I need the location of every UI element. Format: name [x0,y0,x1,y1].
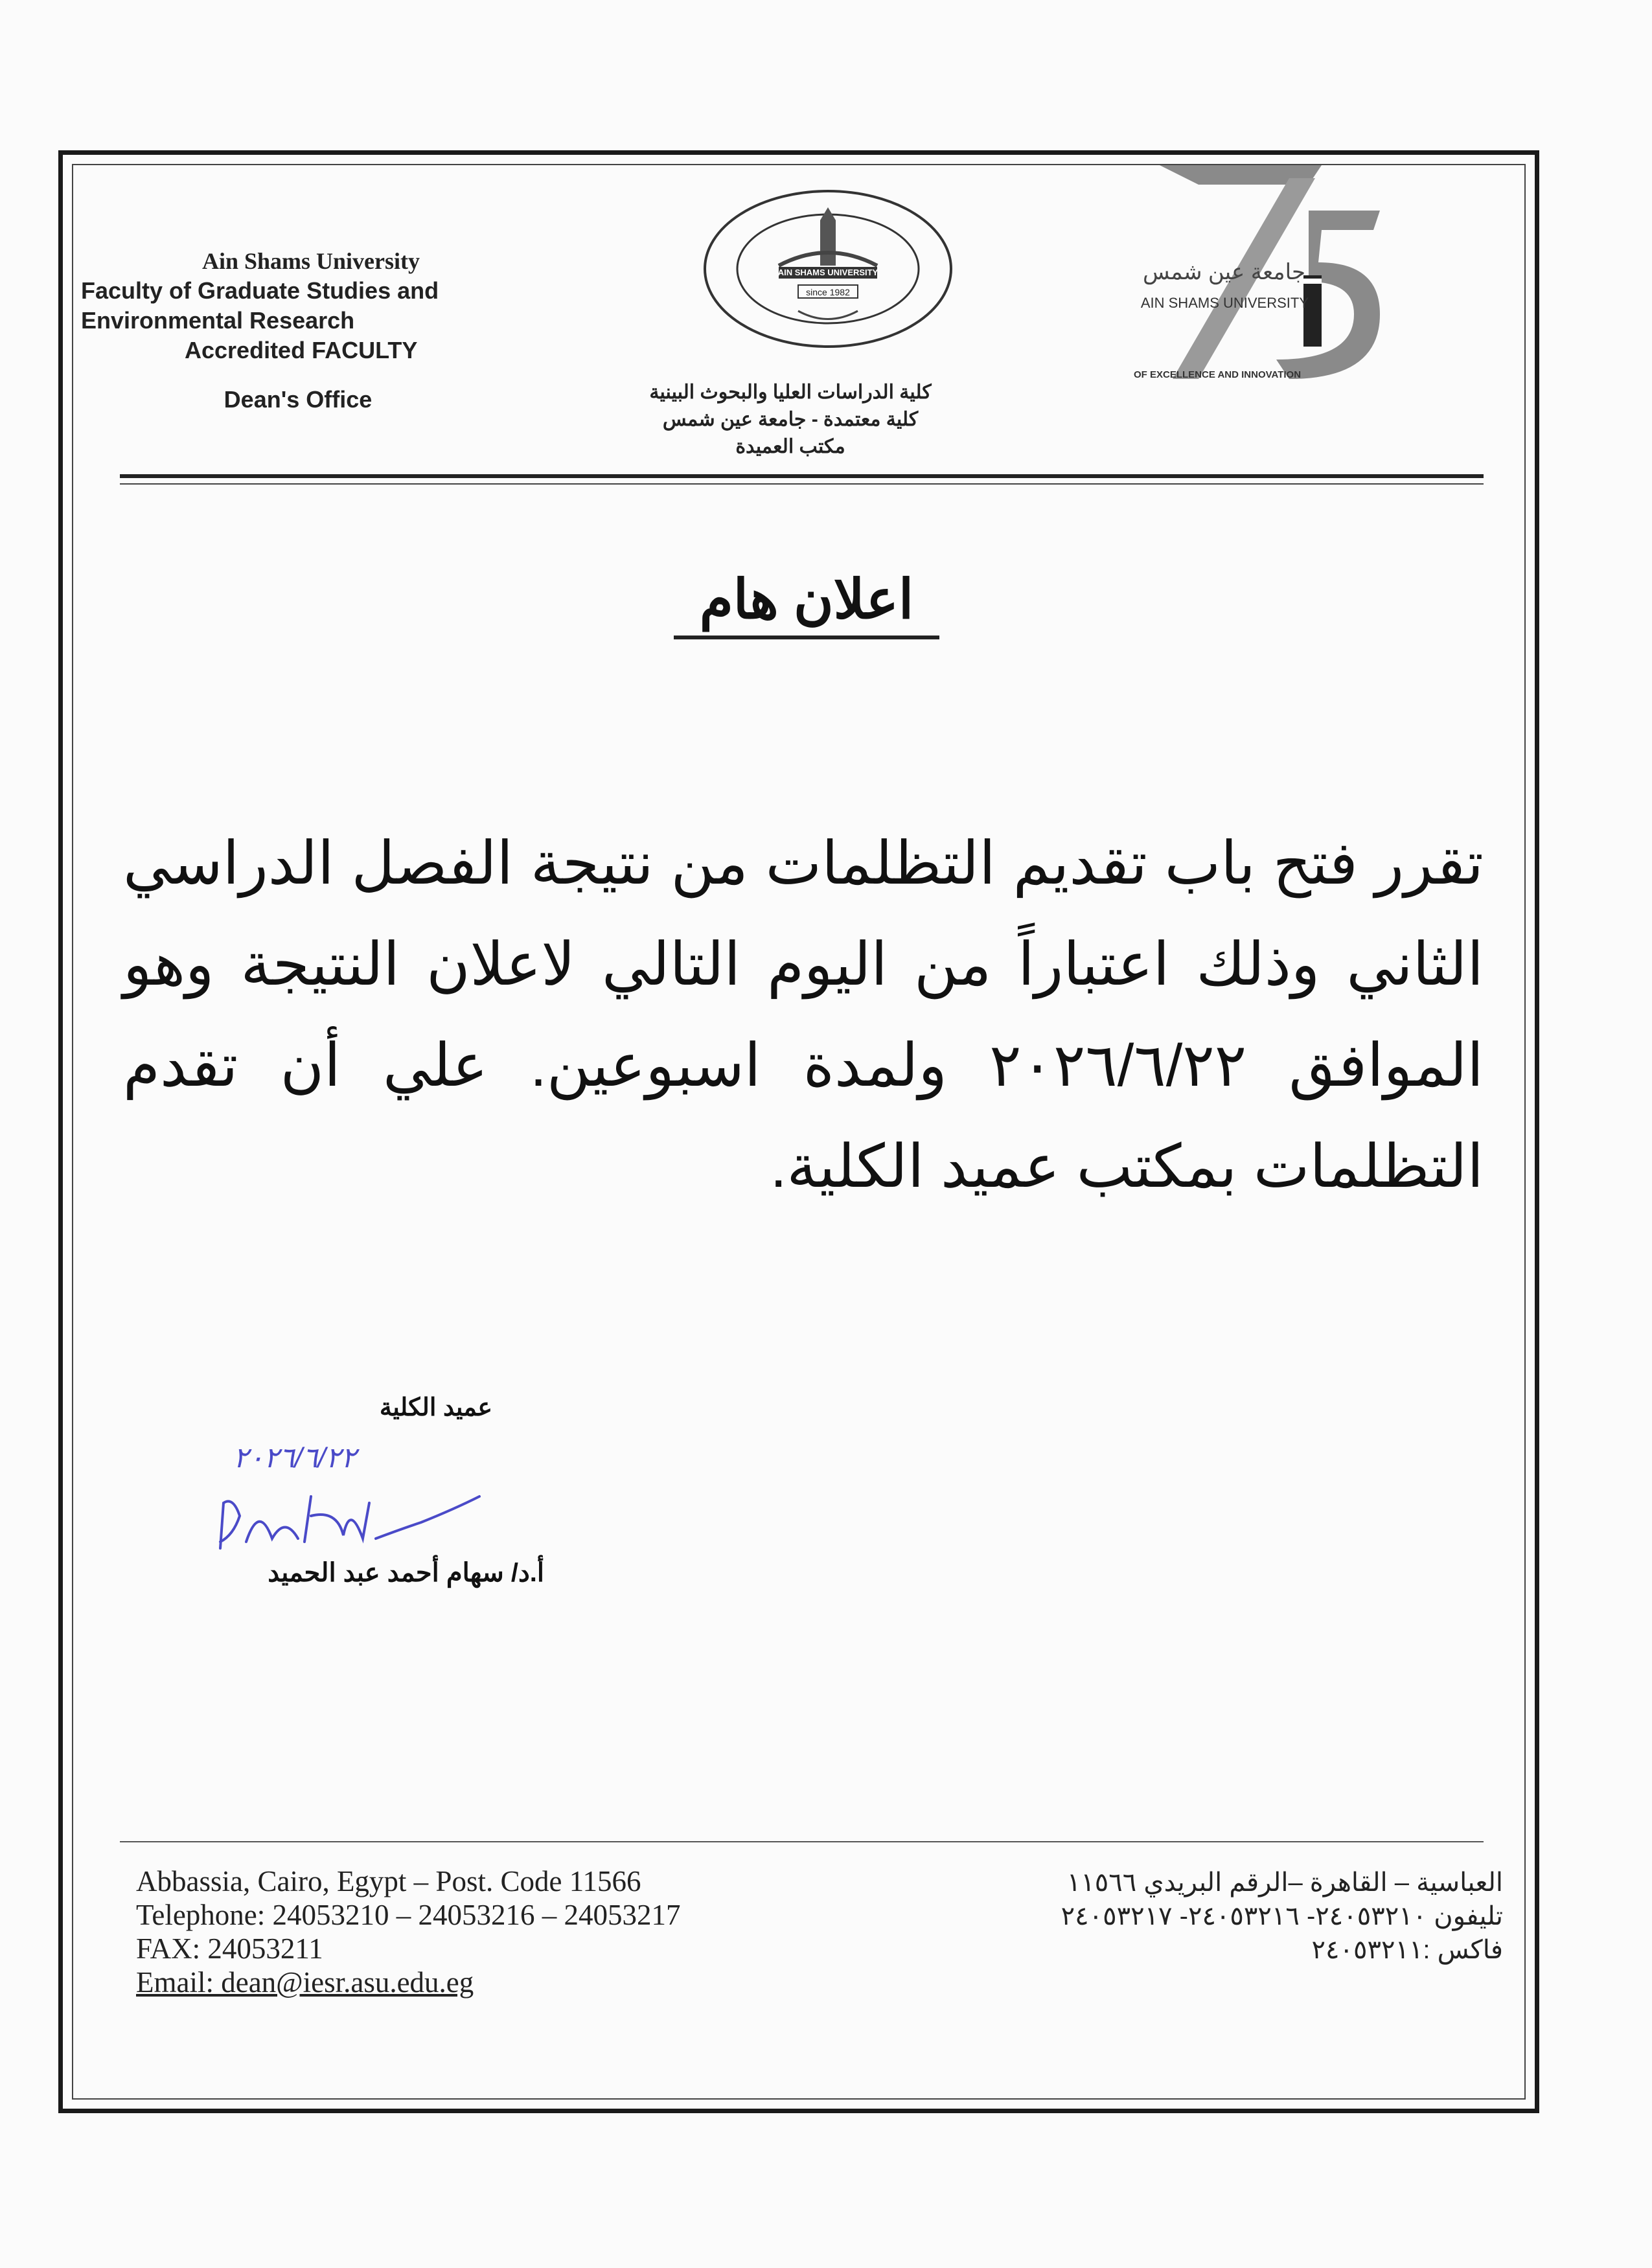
header-office: Dean's Office [224,386,373,413]
header-ar-line2: كلية معتمدة - جامعة عين شمس [662,409,919,430]
header-ar-line3: مكتب العميدة [735,436,845,457]
header-ar-line1: كلية الدراسات العليا والبحوث البينية [649,382,932,403]
footer-telephone-en: Telephone: 24053210 – 24053216 – 24053217 [136,1899,681,1931]
header-divider [120,474,1484,478]
footer-fax-en: FAX: 24053211 [136,1932,323,1965]
header-accredited: Accredited FACULTY [185,337,418,363]
footer-divider [120,1841,1484,1842]
handwritten-date: ٢٠٢٦/٦/٢٢ [233,1442,356,1474]
logo-arabic-name: جامعة عين شمس [1142,260,1305,284]
footer-address-en: Abbassia, Cairo, Egypt – Post. Code 11566 [136,1865,641,1897]
seal-university: AIN SHAMS UNIVERSITY [777,268,878,277]
logo-english-name: AIN SHAMS UNIVERSITY [1140,295,1309,311]
faculty-seal-logo [701,188,955,350]
header-university-en: Ain Shams University [201,248,420,274]
footer-address-ar: العباسية – القاهرة –الرقم البريدي ١١٥٦٦ [1066,1868,1503,1897]
footer-arabic [842,1866,1503,1967]
handwritten-signature [207,1477,492,1561]
notice-title: اعلان هام [674,567,939,639]
header-faculty-line1: Faculty of Graduate Studies and [81,277,439,304]
seal-since: since 1982 [806,287,850,297]
footer-english [136,1864,816,1999]
notice-body: تقرر فتح باب تقديم التظلمات من نتيجة الفصل الدراسي الثاني وذلك اعتباراً من اليوم التالي لاعلان النتيجة وهو الموافق ٢٠٢٦/٦/٢٢ ولمدة اسبوعين. علي أن تقدم التظلمات بمكتب عميد الكلية. [123,830,1484,1200]
footer-email[interactable]: Email: dean@iesr.asu.edu.eg [136,1966,474,1999]
footer-fax-ar: فاكس :٢٤٠٥٣٢١١ [1311,1936,1503,1964]
header-faculty-line2: Environmental Research [81,307,355,334]
signature-title: عميد الكلية [379,1394,492,1421]
english-header [81,246,502,415]
header-divider-thin [120,483,1484,485]
footer-telephone-ar: تليفون ٢٤٠٥٣٢١٠- ٢٤٠٥٣٢١٦- ٢٤٠٥٣٢١٧ [1061,1902,1503,1930]
logo-tagline: OF EXCELLENCE AND INNOVATION [1134,369,1302,380]
arabic-header [622,379,959,461]
signatory-name: أ.د/ سهام أحمد عبد الحميد [268,1559,544,1587]
